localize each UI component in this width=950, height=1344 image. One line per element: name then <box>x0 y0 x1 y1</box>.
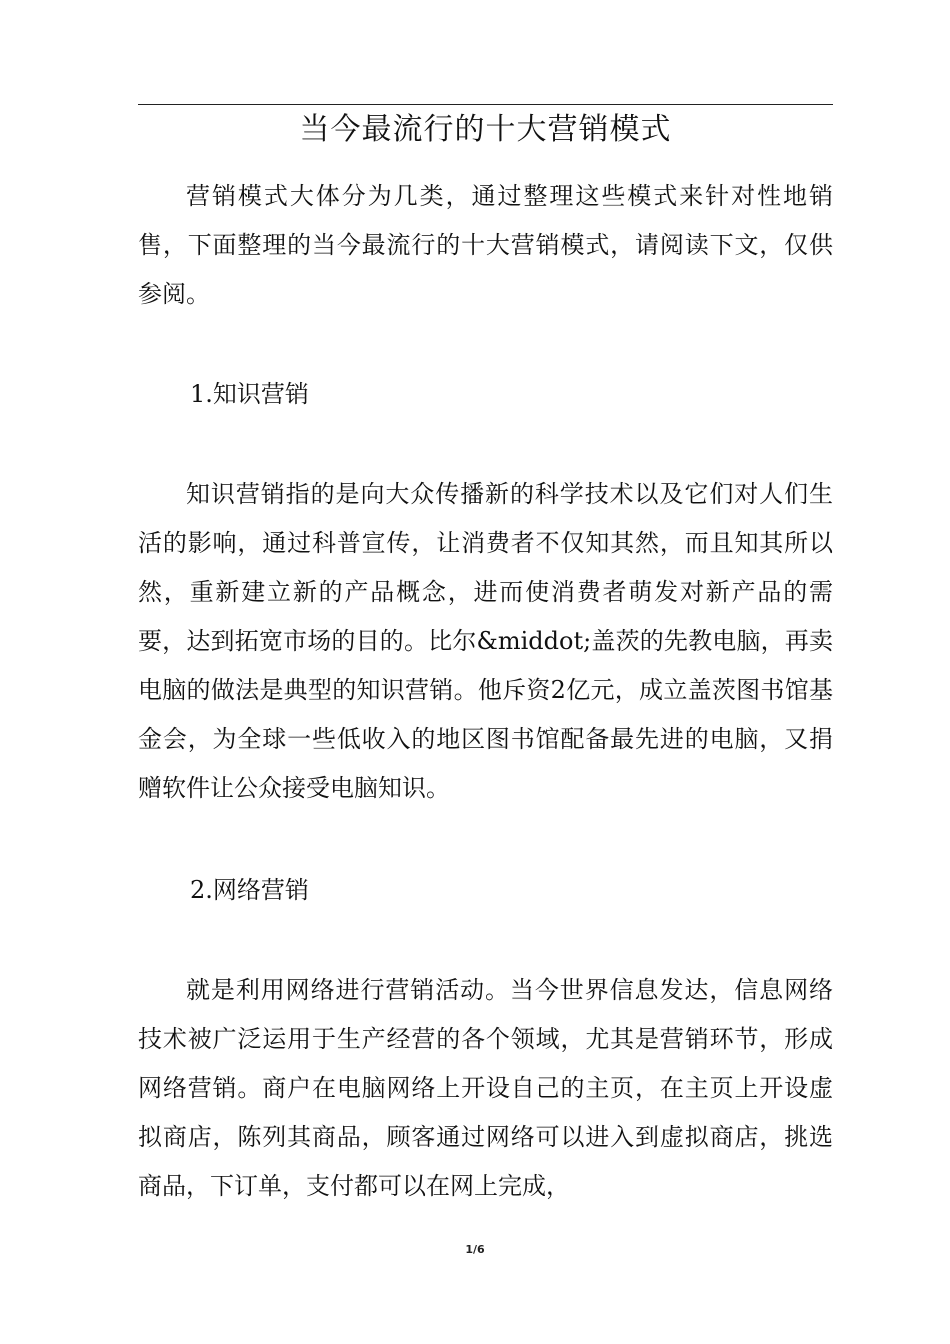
section-heading-knowledge-marketing: 1.知识营销 <box>190 380 309 408</box>
section-body-network-marketing: 就是利用网络进行营销活动。当今世界信息发达，信息网络技术被广泛运用于生产经营的各个领域，尤其是营销环节，形成网络营销。商户在电脑网络上开设自己的主页，在主页上开设虚拟商店，陈列其商品，顾客通过网络可以进入到虚拟商店，挑选商品，下订单，支付都可以在网上完成， <box>138 976 833 1200</box>
section-body-knowledge-marketing: 知识营销指的是向大众传播新的科学技术以及它们对人们生活的影响，通过科普宣传，让消费者不仅知其然，而且知其所以然，重新建立新的产品概念，进而使消费者萌发对新产品的需要，达到拓宽市场的目的。比尔&middot;盖茨的先教电脑，再卖电脑的做法是典型的知识营销。他斥资2亿元，成立盖茨图书馆基金会，为全球一些低收入的地区图书馆配备最先进的电脑，又捐赠软件让公众接受电脑知识。 <box>138 480 833 802</box>
intro-paragraph: 营销模式大体分为几类，通过整理这些模式来针对性地销售，下面整理的当今最流行的十大营销模式，请阅读下文，仅供参阅。 <box>138 182 833 308</box>
section-heading-network-marketing: 2.网络营销 <box>190 876 309 904</box>
document-title: 当今最流行的十大营销模式 <box>299 112 672 147</box>
header-rule <box>138 104 833 105</box>
page-number: 1/6 <box>465 1243 485 1256</box>
